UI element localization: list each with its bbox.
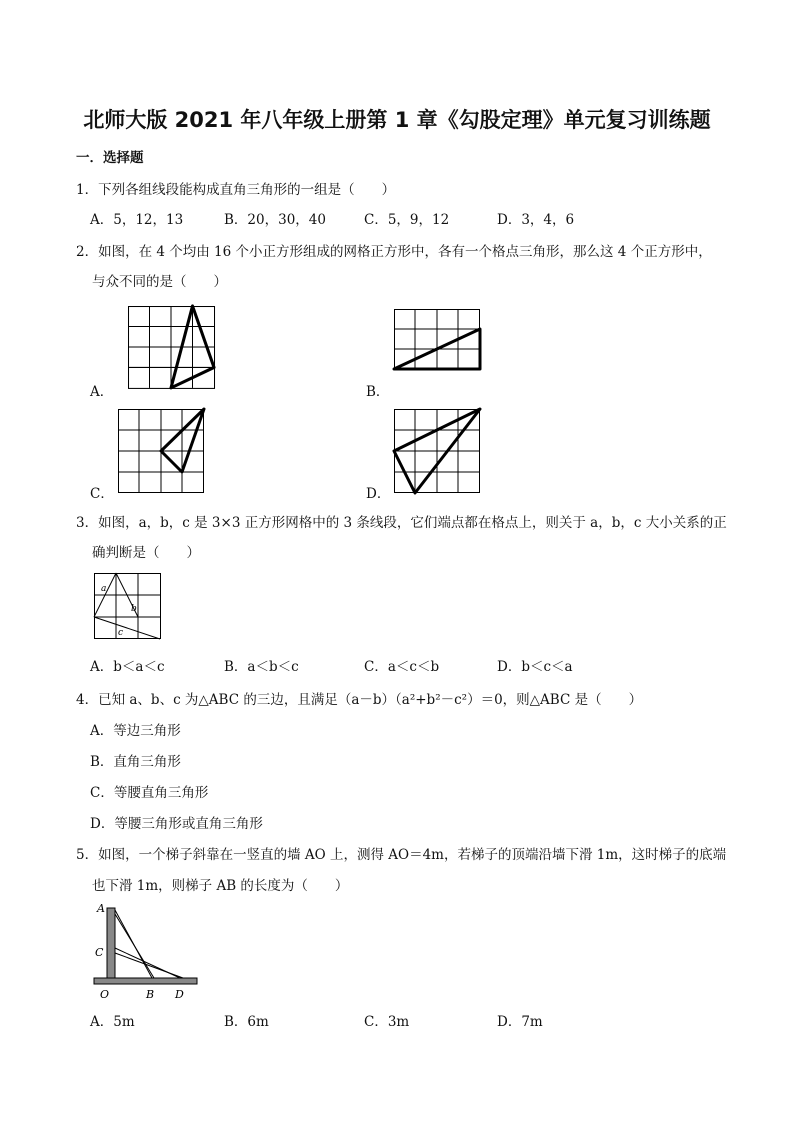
question-1-stem: 1．下列各组线段能构成直角三角形的一组是（ ） xyxy=(76,182,396,198)
q5-option-a: A．5m xyxy=(90,1014,135,1030)
q1-option-a: A．5，12，13 xyxy=(90,212,184,228)
page-title: 北师大版 2021 年八年级上册第 1 章《勾股定理》单元复习训练题 xyxy=(83,108,711,132)
q5-ladder-figure xyxy=(90,898,202,1002)
q2-figure-a xyxy=(128,306,214,392)
section-heading: 一．选择题 xyxy=(76,150,144,166)
q3-option-c: C．a＜c＜b xyxy=(364,659,440,675)
question-3-stem-line1: 3．如图，a，b，c 是 3×3 正方形网格中的 3 条线段，它们端点都在格点上，则关于 a，b，c 大小关系的正 xyxy=(76,515,727,531)
question-3-stem-line2: 确判断是（ ） xyxy=(92,545,200,561)
q5-label-d: D xyxy=(175,988,184,1001)
q2-label-d: D． xyxy=(366,486,391,502)
q2-figure-d xyxy=(394,409,480,493)
question-5-stem-line2: 也下滑 1m，则梯子 AB 的长度为（ ） xyxy=(92,878,349,894)
q3-label-a: a xyxy=(101,584,107,594)
q1-option-d: D．3，4，6 xyxy=(497,212,575,228)
q2-figure-c xyxy=(118,409,204,493)
question-4-stem: 4．已知 a、b、c 为△ABC 的三边，且满足（a－b）（a²+b²－c²）＝0，则△ABC 是（ ） xyxy=(76,692,643,708)
q1-option-c: C．5，9，12 xyxy=(364,212,450,228)
q2-label-a: A． xyxy=(90,384,114,400)
question-5-stem-line1: 5．如图，一个梯子斜靠在一竖直的墙 AO 上，测得 AO＝4m，若梯子的顶端沿墙下滑 1m，这时梯子的底端 xyxy=(76,847,727,863)
q5-label-c: C xyxy=(95,946,104,959)
q2-label-b: B． xyxy=(366,384,390,400)
q5-label-o: O xyxy=(100,988,110,1001)
q5-option-b: B．6m xyxy=(224,1014,269,1030)
q2-label-c: C． xyxy=(90,486,114,502)
q3-figure xyxy=(93,573,161,639)
q3-option-b: B．a＜b＜c xyxy=(224,659,299,675)
q4-option-d: D．等腰三角形或直角三角形 xyxy=(90,816,263,832)
q3-label-c: c xyxy=(118,628,124,638)
q5-option-d: D．7m xyxy=(497,1014,543,1030)
q4-option-a: A．等边三角形 xyxy=(90,723,181,739)
q5-label-b: B xyxy=(146,988,155,1001)
q5-option-c: C．3m xyxy=(364,1014,410,1030)
question-2-stem-line2: 与众不同的是（ ） xyxy=(92,274,227,290)
q3-option-d: D．b＜c＜a xyxy=(497,659,573,675)
q3-option-a: A．b＜a＜c xyxy=(90,659,165,675)
q1-option-b: B．20，30，40 xyxy=(224,212,326,228)
q3-label-b: b xyxy=(131,604,137,614)
question-2-stem-line1: 2．如图，在 4 个均由 16 个小正方形组成的网格正方形中，各有一个格点三角形，那么这 4 个正方形中， xyxy=(76,244,712,260)
q4-option-c: C．等腰直角三角形 xyxy=(90,785,209,801)
q5-label-a: A xyxy=(97,902,105,915)
q2-figure-b xyxy=(394,308,480,370)
q4-option-b: B．直角三角形 xyxy=(90,754,181,770)
